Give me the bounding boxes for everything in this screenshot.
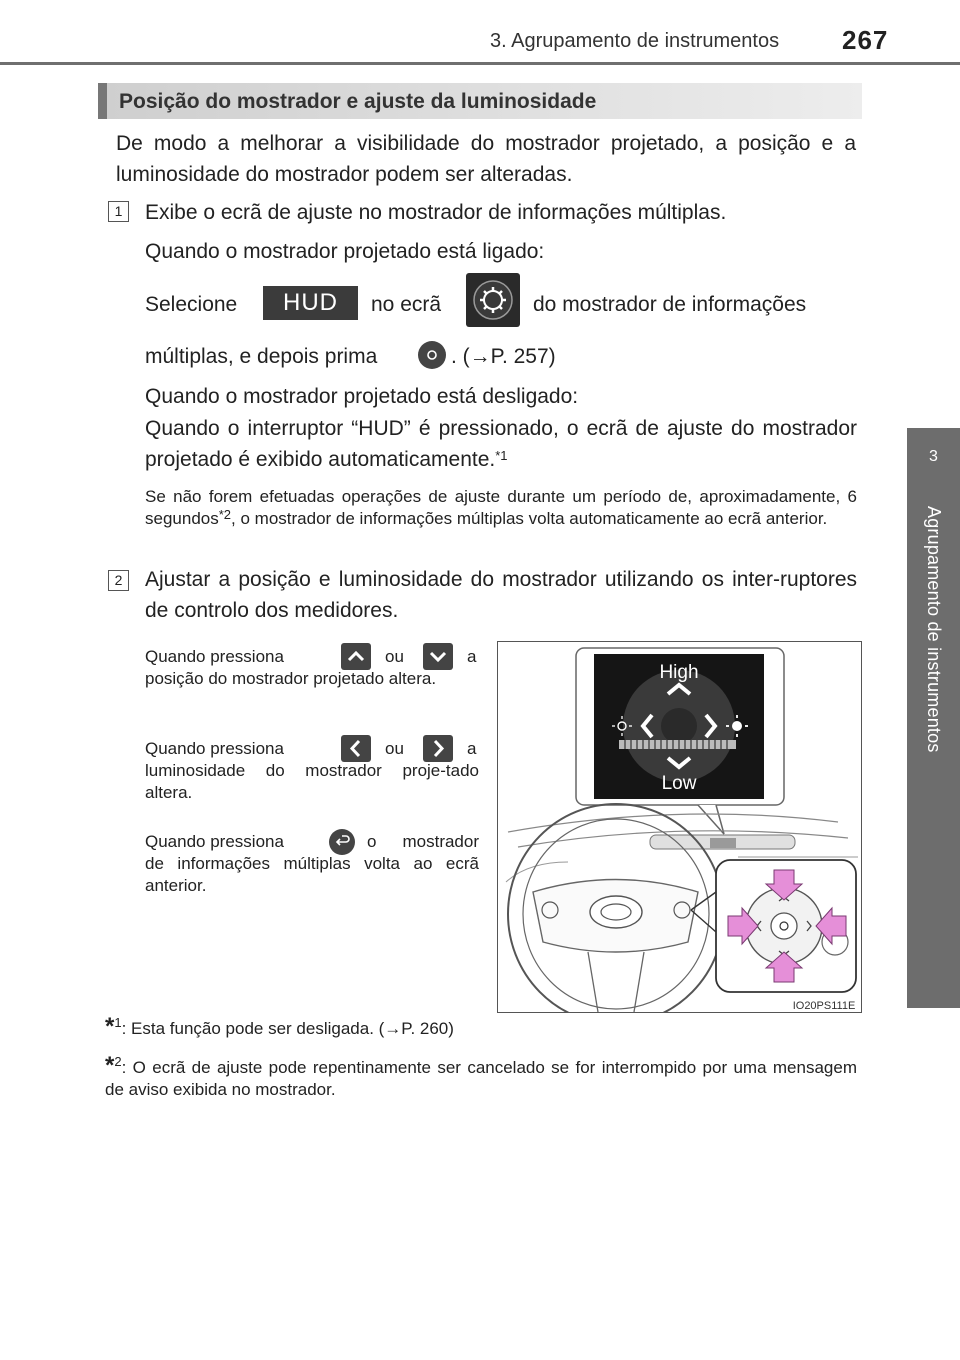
p2-text-b: a luminosidade do mostrador proje-tado altera. xyxy=(145,739,479,802)
footnote-1-num: 1 xyxy=(114,1015,122,1030)
footnote-1 xyxy=(105,1013,857,1040)
note-text-b: , o mostrador de informações múltiplas volta automaticamente ao ecrã anterior. xyxy=(231,509,828,528)
select-text-d: múltiplas, e depois prima xyxy=(145,345,378,368)
running-header-section: 3. Agrupamento de instrumentos xyxy=(490,30,780,52)
hud-menu-item: HUD xyxy=(263,286,358,320)
page-number: 267 xyxy=(842,25,889,55)
step-number-1: 1 xyxy=(108,201,129,222)
step1-note xyxy=(145,486,857,530)
footnote-2 xyxy=(105,1052,857,1101)
ok-button-icon xyxy=(418,341,446,369)
section-heading xyxy=(98,83,862,119)
footnote-2-mark: * xyxy=(105,1052,115,1079)
footnote-2-num: 2 xyxy=(114,1054,122,1069)
p2-text-a: Quando pressiona xyxy=(145,739,284,758)
select-text-e: . (→P. 257) xyxy=(451,345,556,368)
footnote-1-text: : Esta função pode ser desligada. (→P. 260) xyxy=(121,1019,454,1038)
p3-text-b: o mostrador de informações múltiplas volta ao ecrã anterior. xyxy=(145,832,479,895)
settings-screen-icon xyxy=(466,273,520,327)
step1-title: Exibe o ecrã de ajuste no mostrador de informações múltiplas. xyxy=(145,201,727,224)
hud-low-label: Low xyxy=(661,773,697,794)
footnote-ref-2: *2 xyxy=(218,507,232,522)
note-text-a: Se não forem efetuadas operações de ajuste durante um período de, aproximadamente, 6 segundos xyxy=(145,487,857,528)
step1-when-off-text xyxy=(145,413,857,475)
chapter-label xyxy=(907,506,960,806)
hud-high-label: High xyxy=(659,662,699,683)
chapter-number: 3 xyxy=(929,448,938,465)
p3-text-a: Quando pressiona xyxy=(145,832,284,851)
step2-title: Ajustar a posição e luminosidade do mostrador utilizando os inter-ruptores de controlo dos medidores. xyxy=(145,568,857,622)
p1-text-a: Quando pressiona xyxy=(145,647,284,666)
illustration-figure xyxy=(497,641,862,1013)
chapter-label-text: Agrupamento de instrumentos xyxy=(924,506,944,753)
step1-when-off: Quando o mostrador projetado está desligado: xyxy=(145,385,579,408)
step1-when-on: Quando o mostrador projetado está ligado: xyxy=(145,240,545,263)
p2-or: ou xyxy=(385,739,404,758)
p1-or: ou xyxy=(385,647,404,666)
footnote-ref-1: *1 xyxy=(495,448,508,463)
when-off-text: Quando o interruptor “HUD” é pressionado, o ecrã de ajuste do mostrador projetado é exibido automaticamente. xyxy=(145,417,857,471)
select-text-b: no ecrã xyxy=(371,293,442,316)
p1-text-b: a posição do mostrador projetado altera. xyxy=(145,647,477,688)
figure-code: IO20PS111E xyxy=(792,1000,856,1012)
illustration-svg xyxy=(498,642,861,1012)
footnote-2-text: : O ecrã de ajuste pode repentinamente ser cancelado se for interrompido por uma mensagem de aviso exibida no mostrador. xyxy=(105,1058,857,1099)
intro-paragraph: De modo a melhorar a visibilidade do mostrador projetado, a posição e a luminosidade do mostrador podem ser alteradas. xyxy=(116,132,856,186)
select-text-a: Selecione xyxy=(145,293,238,316)
header-rule xyxy=(0,62,960,65)
step-number-2: 2 xyxy=(108,570,129,591)
section-heading-text: Posição do mostrador e ajuste da luminosidade xyxy=(119,90,597,113)
select-text-c: do mostrador de informações xyxy=(533,293,807,316)
footnote-1-mark: * xyxy=(105,1013,115,1040)
